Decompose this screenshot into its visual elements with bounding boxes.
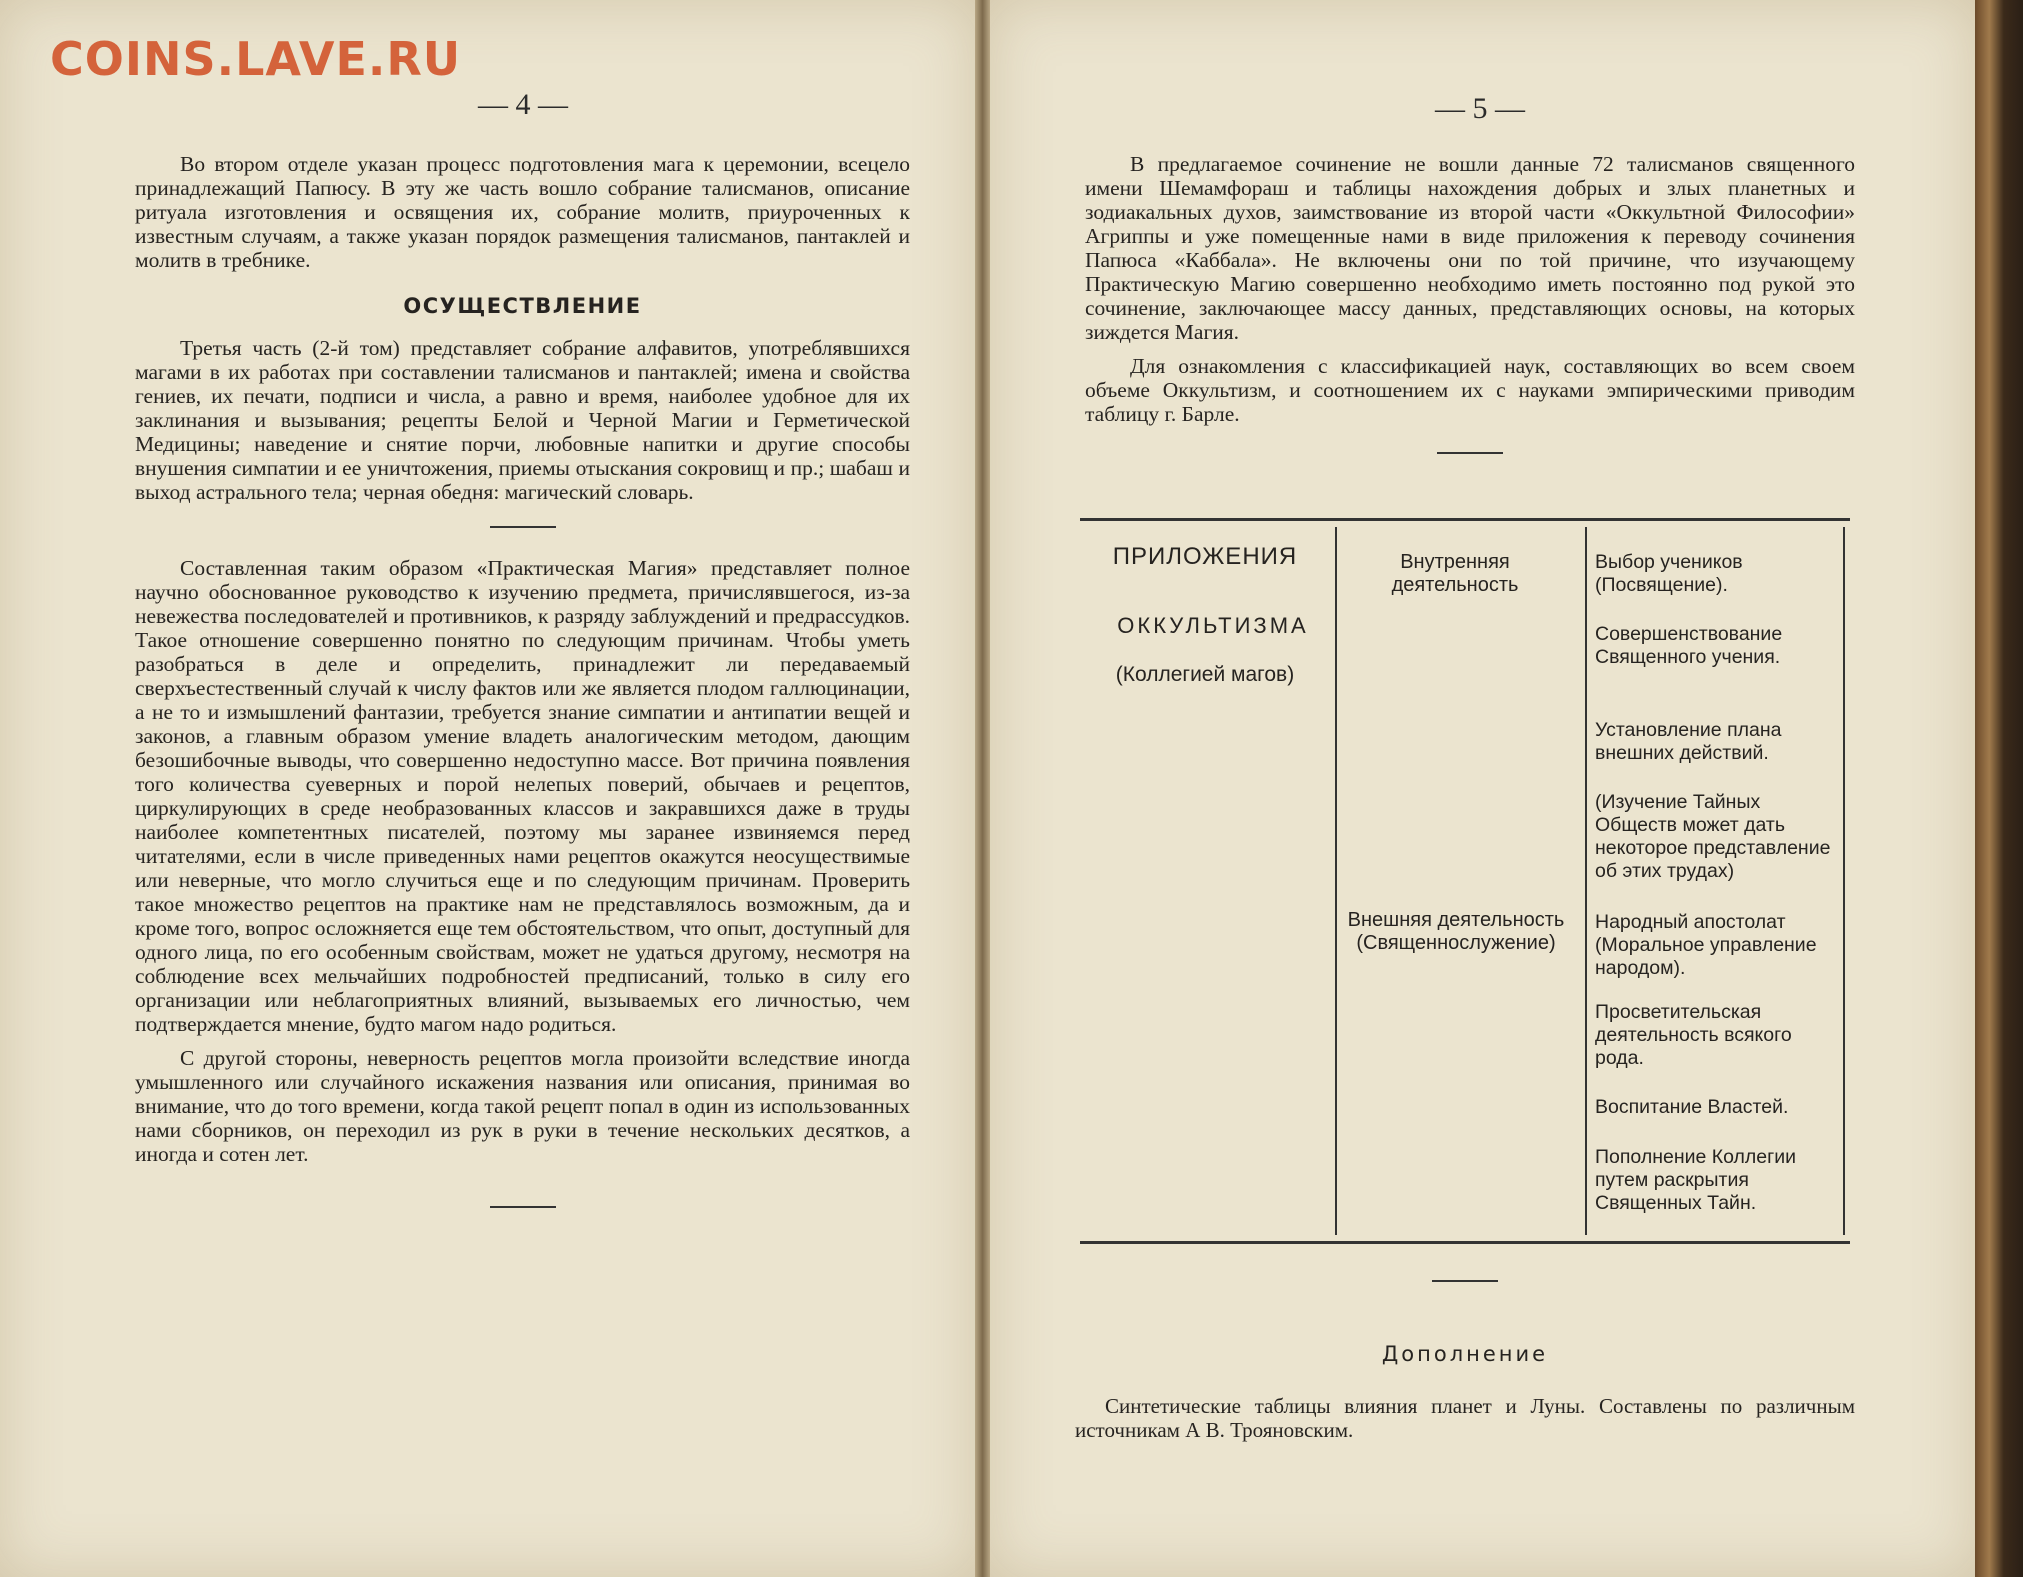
- table-inner-activity: Внутренняя деятельность: [1391, 551, 1519, 596]
- left-paragraph-4: С другой стороны, неверность рецептов могла произойти вследствие иногда умышленного или случайного искажения названия или описания, принимая во внимание, что до того времени, когда такой рецепт попал в один из использованных нами сборников, он переходил из рук в руки в течение нескольких десятков, а иногда и сотен лет.: [135, 1046, 910, 1166]
- table-column-divider: [1585, 527, 1587, 1235]
- right-text-column: [1085, 152, 1855, 482]
- table-item: Выбор учеников (Посвящение).: [1595, 551, 1743, 596]
- right-paragraph-1: В предлагаемое сочинение не вошли данные 72 талисманов священного имени Шемамфораш и таблицы нахождения добрых и злых планетных и зодиакальных духов, заимствование из второй части «Оккультной Философии» Агриппы и уже помещенные нами в виде приложения к переводу сочинения Папюса «Каббала». Не включены они по той причине, что изучающему Практическую Магию совершенно необходимо иметь постоянно под рукой это сочинение, заключающее массу данных, представляющих основы, на которых зиждется Магия.: [1085, 152, 1855, 344]
- addendum-section: [1075, 1280, 1855, 1442]
- section-heading: ОСУЩЕСТВЛЕНИЕ: [403, 294, 642, 318]
- left-paragraph-2: Третья часть (2-й том) представляет собрание алфавитов, употреблявшихся магами в их работах при составлении талисманов и пантаклей; имена и свойства гениев, их печати, подписи и числа, а равно и время, наиболее удобное для их заклинания и вызывания; рецепты Белой и Черной Магии и Герметической Медицины; наведение и снятие порчи, любовные напитки и другие способы внушения симпатии и ее уничтожения, приемы отыскания сокровищ и пр.; шабаш и выход астрального тела; черная обедня: магический словарь.: [135, 336, 910, 504]
- divider: [490, 526, 556, 528]
- table-subtitle: (Коллегией магов): [1115, 663, 1295, 686]
- right-paragraph-2: Для ознакомления с классификацией наук, составляющих во всем своем объеме Оккультизм, и соотношением их с науками эмпирическими приводим таблицу г. Барле.: [1085, 354, 1855, 426]
- table-item: Воспитание Властей.: [1595, 1096, 1789, 1118]
- table-item: Просветительская деятельность всякого рода.: [1595, 1001, 1792, 1069]
- divider: [1437, 452, 1503, 454]
- page-number-right: — 5 —: [1435, 92, 1525, 125]
- book-edge: [1975, 0, 2023, 1577]
- table-item: (Изучение Тайных Обществ может дать некоторое представление об этих трудах): [1595, 791, 1831, 882]
- table-item: Пополнение Коллегии путем раскрытия Священных Тайн.: [1595, 1146, 1797, 1214]
- addendum-title: Дополнение: [1381, 1342, 1549, 1366]
- left-paragraph-3: Составленная таким образом «Практическая Магия» представляет полное научно обоснованное руководство к изучению предмета, причислявшегося, из-за невежества последователей и противников, к разряду заблуждений и предрассудков. Такое отношение совершенно понятно по следующим причинам. Чтобы уметь разобраться в деле и определить, принадлежит ли передаваемый сверхъестественный случай к числу фактов или же является плодом галлюцинации, а не то и измышлений фантазии, требуется знание симпатии и антипатии вещей и законов, а главным образом умение владеть аналогическим методом, дающим безошибочные выводы, что совершенно недоступно массе. Вот причина появления того количества суеверных и порой нелепых поверий, обычаев и рецептов, циркулирующих в среде необразованных классов и закравшихся даже в труды наиболее компетентных писателей, поэтому мы заранее извиняемся перед читателями, если в числе приведенных нами рецептов окажутся неосуществимые или неверные, что могло случиться еще и по следующим причинам. Проверить такое множество рецептов на практике нам не представлялось возможным, да и кроме того, вопрос осложняется еще тем обстоятельством, что опыт, доступный для одного лица, по его особенным свойствам, может не удаться другому, несмотря на соблюдение всех мельчайших подробностей предписаний, только в силу его организации или неблагоприятных влияний, вызываемых его личностью, чем подтверждается мнение, будто магом надо родиться.: [135, 556, 910, 1036]
- left-paragraph-1: Во втором отделе указан процесс подготовления мага к церемонии, всецело принадлежащий Папюсу. В эту же часть вошло собрание талисманов, описание ритуала изготовления и освящения их, собрание молитв, приуроченных к известным случаям, а также указан порядок размещения талисманов, пантаклей и молитв в требнике.: [135, 152, 910, 272]
- occultism-table: [1080, 518, 1850, 1244]
- book-gutter: [975, 0, 990, 1577]
- divider: [490, 1206, 556, 1208]
- addendum-text: Синтетические таблицы влияния планет и Луны. Составлены по различным источникам А В. Трояновским.: [1075, 1394, 1855, 1442]
- table-item: Народный апостолат (Моральное управление народом).: [1595, 911, 1817, 979]
- watermark: COINS.LAVE.RU: [50, 32, 462, 86]
- table-item: Совершенствование Священного учения.: [1595, 623, 1783, 668]
- divider: [1432, 1280, 1498, 1282]
- table-outer-activity: Внешняя деятельность (Священнослужение): [1347, 909, 1565, 954]
- table-column-divider: [1843, 527, 1845, 1235]
- table-title-2: ОККУЛЬТИЗМА: [1117, 613, 1309, 638]
- table-title: ПРИЛОЖЕНИЯ: [1112, 543, 1298, 570]
- left-text-column: [135, 152, 910, 1236]
- table-item: Установление плана внешних действий.: [1595, 719, 1782, 764]
- page-number-left: — 4 —: [478, 88, 568, 121]
